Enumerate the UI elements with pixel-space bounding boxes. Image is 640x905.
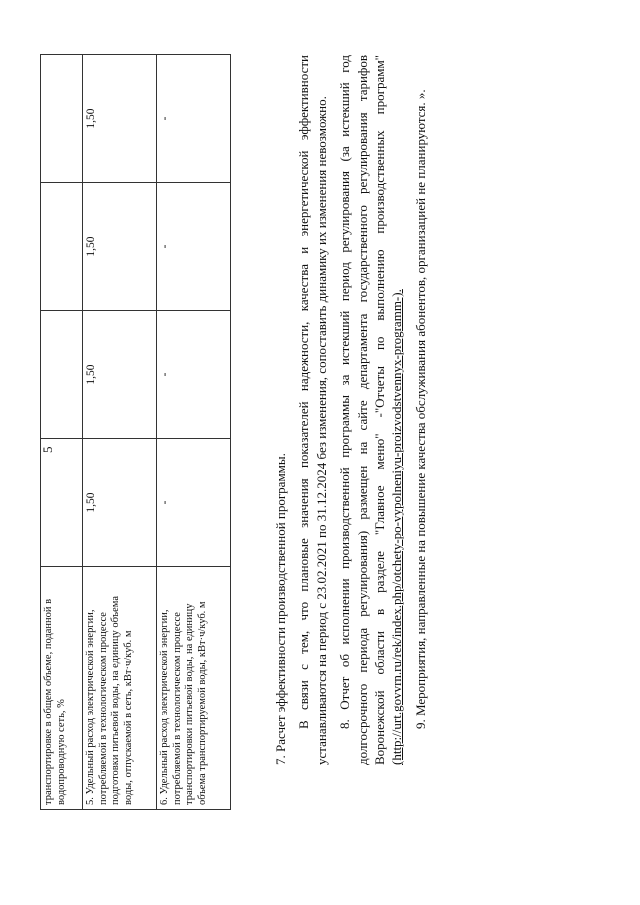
table-cell-value: - — [157, 183, 231, 311]
table-cell-value: 1,50 — [83, 55, 157, 183]
table-cell-value: 1,50 — [83, 311, 157, 439]
table-cell-value — [41, 439, 83, 567]
section-8-link[interactable]: (http://urt.govvrn.ru/rek/index.php/otchety-po-vypolneniyu-proizvodstvennyx-programm-). — [389, 289, 405, 765]
section-9-text: 9. Мероприятия, направленные на повышение качества обслуживания абонентов, организацией не планируются. ». — [412, 89, 428, 729]
table-row — [41, 55, 83, 810]
table-cell-label: 5. Удельный расход электрической энергии, потребляемой в технологическом процессе подготовки питьевой воды, на единицу объема воды, отпускаемой в сеть, кВт·ч/куб. м — [83, 567, 157, 810]
indicators-table — [40, 54, 231, 810]
section-7-text: В связи с тем, что плановые значения показателей надежности, качества и энергетической эффективности устанавливаются на период с 23.02.2021 по 31.12.2024 без изменения, сопоставить динамику их изменения невозможно. — [296, 55, 329, 765]
table-cell-value: - — [157, 439, 231, 567]
table-cell-value: - — [157, 55, 231, 183]
table-row — [83, 55, 157, 810]
table-cell-label: транспортировке в общем объеме, поданной в водопроводную сеть, % — [41, 567, 83, 810]
table-cell-label: 6. Удельный расход электрической энергии, потребляемой в технологическом процессе транспортировки питьевой воды, на единицу объема транспортируемой воды, кВт·ч/куб. м — [157, 567, 231, 810]
section-8-text: 8. Отчет об исполнении производственной программы за истекший период регулирования (за истекший год долгосрочного периода регулирования) размещен на сайте департамента государственного регулирования тарифов Воронежской области в разделе "Главное меню" -"Отчеты по выполнению производственных программ" — [337, 55, 388, 765]
table-cell-value — [41, 183, 83, 311]
table-cell-value — [41, 311, 83, 439]
table-row — [157, 55, 231, 810]
page-number: 5 — [40, 446, 55, 453]
section-7-title: 7. Расчет эффективности производственной программы. — [273, 453, 288, 765]
table-cell-value: 1,50 — [83, 439, 157, 567]
section-8-paragraph — [336, 55, 406, 765]
table-cell-value: 1,50 — [83, 183, 157, 311]
document-body — [272, 55, 429, 765]
table-cell-value: - — [157, 311, 231, 439]
table-cell-value — [41, 55, 83, 183]
